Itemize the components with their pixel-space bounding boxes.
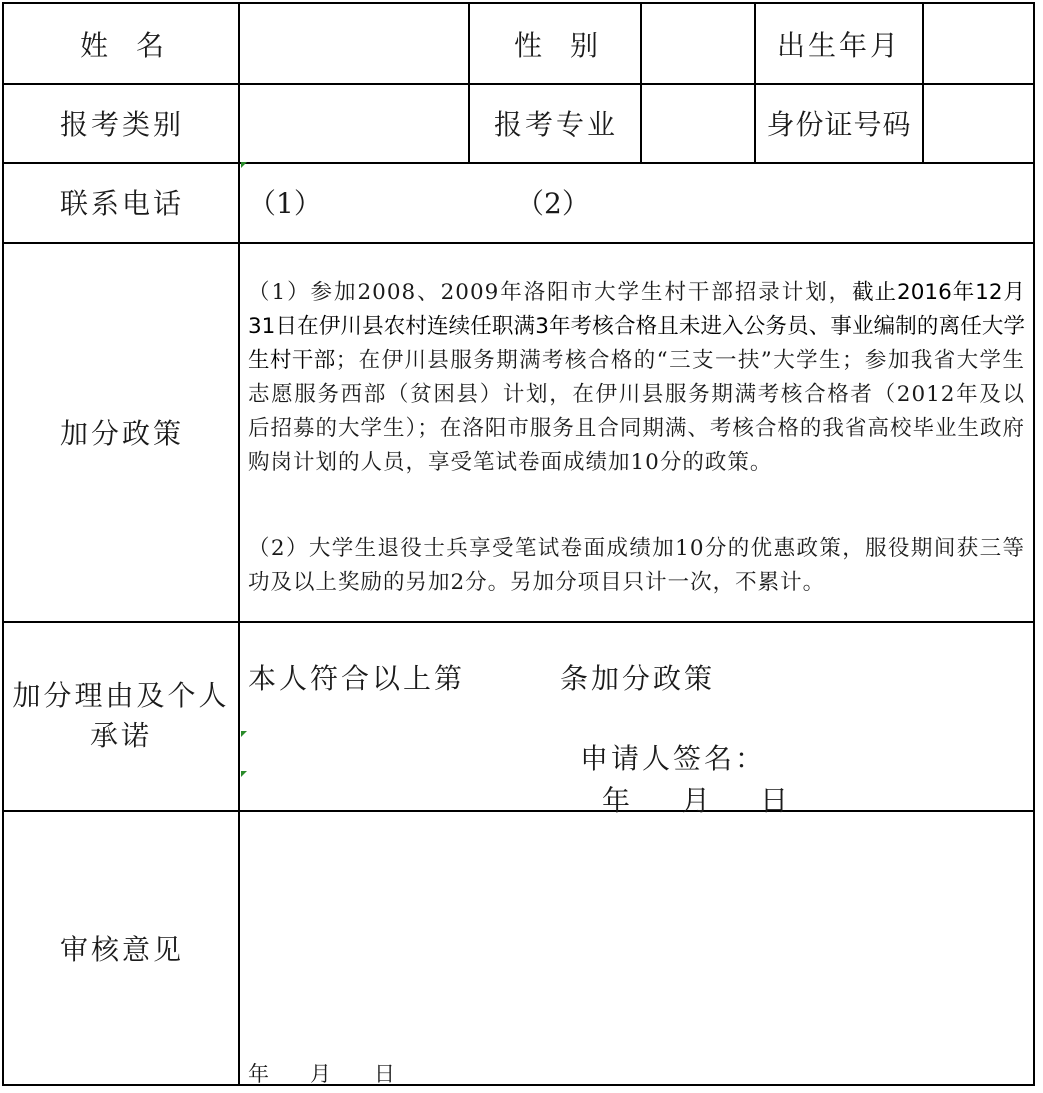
row-policy bbox=[4, 242, 1033, 623]
birth-label: 出生年月 bbox=[776, 28, 901, 62]
row-phone bbox=[4, 162, 1033, 244]
cell-marker-icon bbox=[241, 731, 247, 737]
review-date-day: 日 bbox=[374, 1062, 395, 1086]
signature-date-day: 日 bbox=[760, 784, 792, 817]
policy-paragraph-1: （1）参加2008、2009年洛阳市大学生村干部招录计划，截止2016年12月31日在伊川县农村连续任职满3年考核合格且未进入公务员、事业编制的离任大学生村干部；在伊川县服务期满考核合格的“三支一扶”大学生；参加我省大学生志愿服务西部（贫困县）计划，在伊川县服务期满考核合格者（2012年及以后招募的大学生）；在洛阳市服务且合同期满、考核合格的我省高校毕业生政府购岗计划的人员，享受笔试卷面成绩加10分的政策。 bbox=[248, 280, 1025, 475]
row-reason bbox=[4, 621, 1033, 817]
statement-text-b: 条加分政策 bbox=[560, 662, 716, 695]
review-date-month: 月 bbox=[310, 1062, 331, 1086]
phone-2-field[interactable]: （2） bbox=[516, 187, 590, 220]
major-label: 报考专业 bbox=[493, 107, 618, 141]
signature-label: 申请人签名： bbox=[580, 742, 767, 775]
category-label: 报考类别 bbox=[59, 107, 184, 141]
policy-label: 加分政策 bbox=[59, 416, 184, 450]
gender-field[interactable] bbox=[642, 4, 754, 83]
name-field[interactable] bbox=[240, 4, 470, 83]
signature-date-year: 年 bbox=[602, 784, 634, 817]
reason-label: 加分理由及个人承诺 bbox=[12, 678, 230, 752]
review-field[interactable] bbox=[240, 810, 1033, 1086]
review-label: 审核意见 bbox=[59, 933, 184, 966]
row-application-info bbox=[4, 83, 1033, 164]
row-review bbox=[4, 810, 1033, 1086]
policy-paragraph-2: （2）大学生退役士兵享受笔试卷面成绩加10分的优惠政策，服役期间获三等功及以上奖励的另加2分。另加分项目只计一次，不累计。 bbox=[248, 536, 1025, 595]
cell-marker-icon bbox=[241, 162, 247, 168]
birth-field[interactable] bbox=[924, 4, 1035, 83]
row-basic-info bbox=[4, 4, 1033, 85]
statement-text-a: 本人符合以上第 bbox=[248, 662, 466, 695]
policy-number-field[interactable] bbox=[466, 657, 556, 691]
phone-label: 联系电话 bbox=[59, 187, 184, 220]
cell-marker-icon bbox=[241, 771, 247, 777]
gender-label: 性别 bbox=[513, 28, 626, 62]
policy-text bbox=[248, 276, 1025, 600]
review-date-year: 年 bbox=[248, 1062, 269, 1086]
application-form bbox=[2, 2, 1035, 1086]
phone-1-field[interactable]: （1） bbox=[248, 187, 322, 220]
signature-date-month: 月 bbox=[682, 784, 714, 817]
name-label: 姓名 bbox=[79, 28, 192, 62]
id-label: 身份证号码 bbox=[766, 107, 912, 141]
major-field[interactable] bbox=[642, 83, 754, 162]
policy-highlight: 截止2016年12月31日在伊川县农村连续任职满3年考核合格且未进入公务员、事业编制的离任大学生村干部 bbox=[248, 280, 1025, 373]
category-field[interactable] bbox=[240, 83, 470, 162]
id-field[interactable] bbox=[924, 83, 1035, 162]
